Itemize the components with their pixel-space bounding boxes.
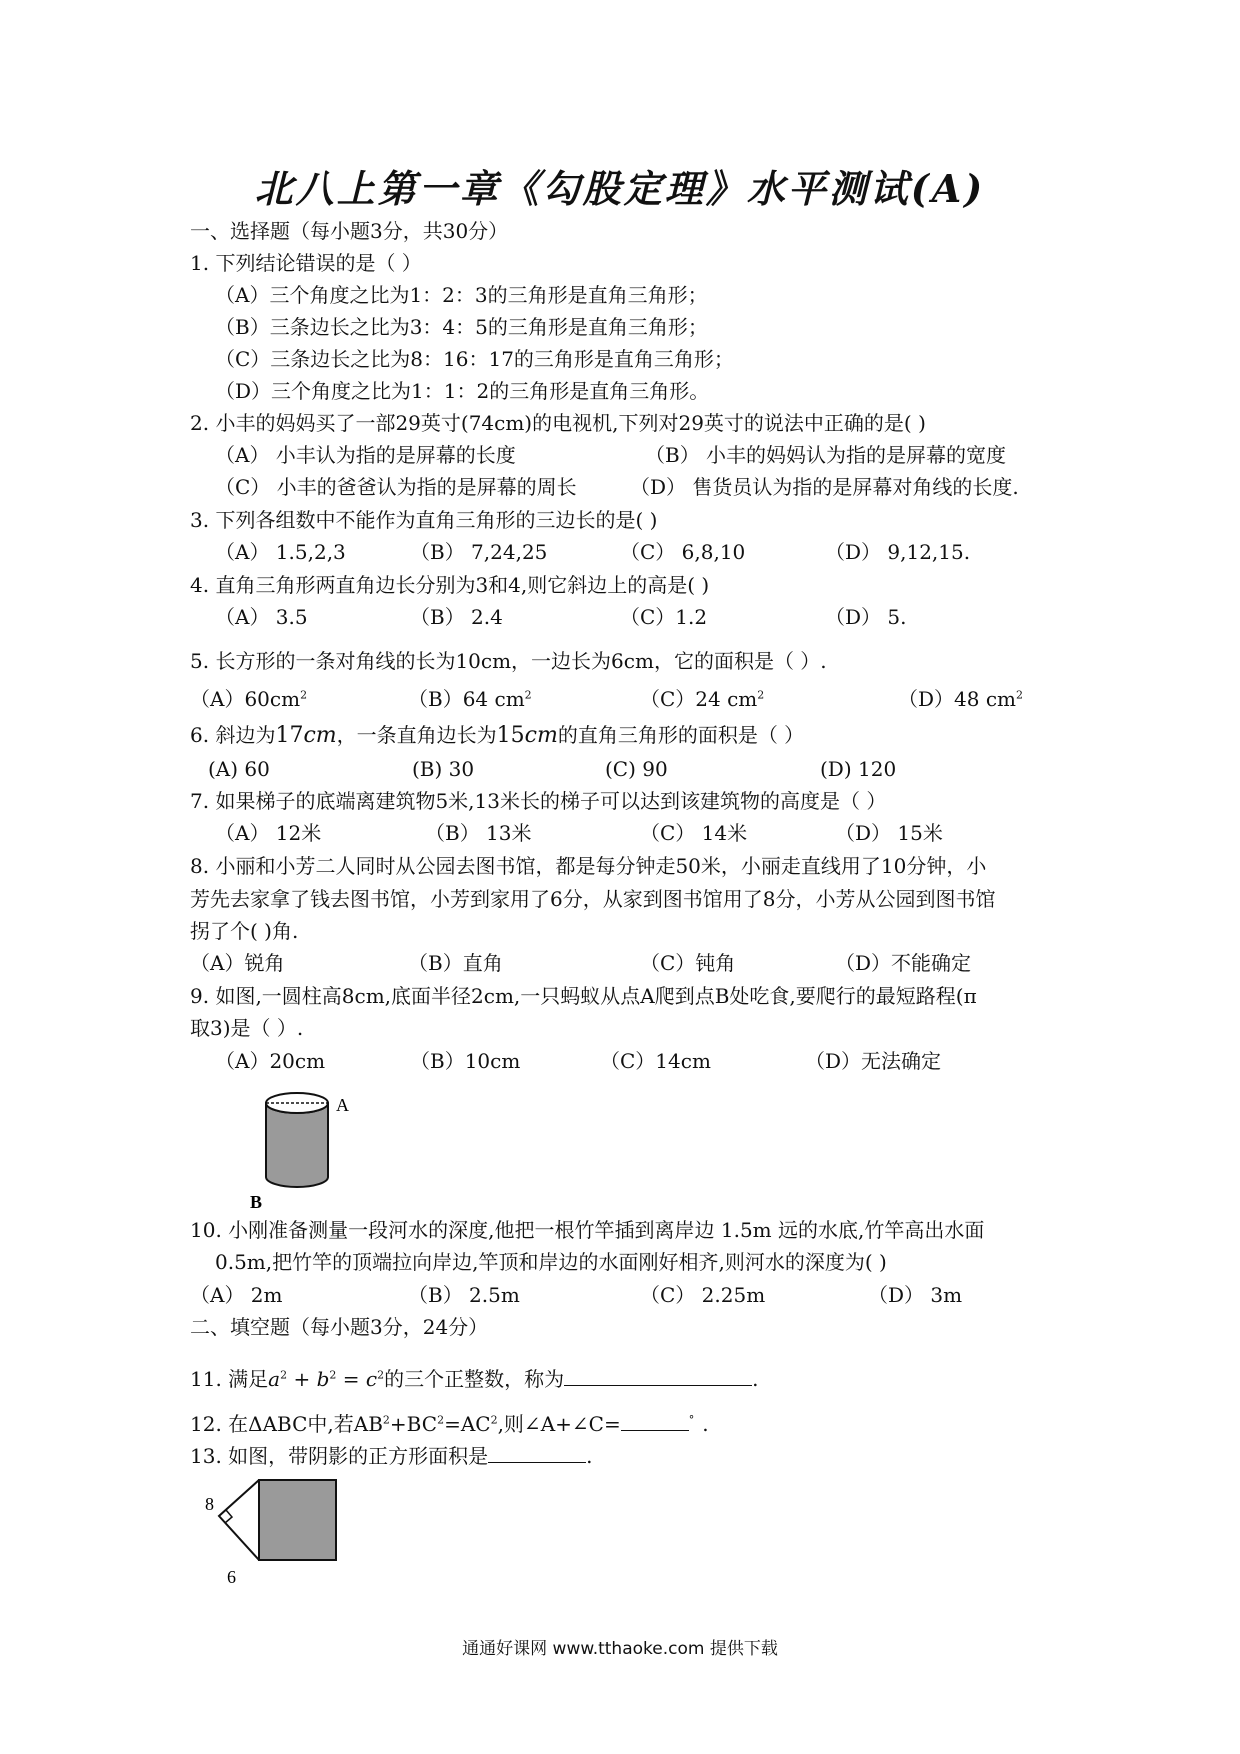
question-10-option-c: （C） 2.25m [640, 1283, 766, 1307]
question-1-option-b: （B）三条边长之比为3：4：5的三角形是直角三角形； [215, 315, 708, 339]
question-5-option-b: （B）64 $cm^2$ [408, 687, 532, 711]
leg-label-6: 6 [227, 1567, 236, 1587]
page-title: 北八上第一章《勾股定理》水平测试(A) [254, 166, 986, 211]
answer-blank-12[interactable] [621, 1410, 689, 1431]
answer-blank-13[interactable] [488, 1442, 586, 1463]
question-5-option-a: $(A)60cm^2$ [190, 687, 308, 711]
question-4-option-c: （C）1.2 [620, 605, 708, 629]
question-10-option-d: （D） 3m [868, 1283, 963, 1307]
question-9-option-c: （C）14cm [600, 1049, 711, 1073]
question-2-option-d: （D） 售货员认为指的是屏幕对角线的长度. [630, 475, 1019, 499]
question-1-option-d: （D）三个角度之比为1：1：2的三角形是直角三角形。 [215, 379, 710, 403]
question-8-line-3: 拐了个( )角. [190, 919, 299, 943]
question-6-option-a: (A) 60 [208, 757, 270, 781]
question-7-option-c: （C） 14米 [640, 821, 748, 845]
question-8-option-c: （C）钝角 [640, 951, 736, 975]
question-2-option-c: （C） 小丰的爸爸认为指的是屏幕的周长 [215, 475, 577, 499]
question-7-option-a: （A） 12米 [215, 821, 322, 845]
question-12: 12. 在ΔABC中,若$AB^2+BC^2=AC^2$,则∠A+∠C= ° . [190, 1412, 709, 1436]
question-9-option-d: （D）无法确定 [805, 1049, 942, 1073]
question-3-option-b: （B） 7,24,25 [410, 540, 548, 564]
section-heading-fill: 二、填空题（每小题3分，24分） [190, 1315, 489, 1339]
question-8-line-2: 芳先去家拿了钱去图书馆，小芳到家用了6分，从家到图书馆用了8分，小芳从公园到图书馆 [190, 887, 996, 911]
question-5-stem: 5. 长方形的一条对角线的长为10cm，一边长为6cm，它的面积是（ ）. [190, 649, 827, 673]
question-4-option-b: （B） 2.4 [410, 605, 503, 629]
cylinder-figure [250, 1085, 370, 1210]
question-5-option-c: （C）24 $cm^2$ [640, 687, 765, 711]
question-6-option-c: (C) 90 [605, 757, 668, 781]
question-9-line-2: 取3)是（ ）. [190, 1016, 304, 1040]
leg-label-8: 8 [205, 1494, 214, 1514]
question-8-option-b: （B）直角 [408, 951, 503, 975]
question-8-line-1: 8. 小丽和小芳二人同时从公园去图书馆，都是每分钟走50米，小丽走直线用了10分钟，小 [190, 854, 987, 878]
question-10-option-a: （A） 2m [190, 1283, 283, 1307]
question-3-stem: 3. 下列各组数中不能作为直角三角形的三边长的是( ) [190, 508, 658, 532]
question-7-stem: 7. 如果梯子的底端离建筑物5米,13米长的梯子可以达到该建筑物的高度是（ ） [190, 789, 887, 813]
question-2-option-b: （B） 小丰的妈妈认为指的是屏幕的宽度 [645, 443, 1007, 467]
question-13: 13. 如图，带阴影的正方形面积是 . [190, 1444, 593, 1468]
question-6-option-d: (D) 120 [820, 757, 897, 781]
question-6-option-b: (B) 30 [412, 757, 475, 781]
square-figure [195, 1470, 355, 1590]
question-9-line-1: 9. 如图,一圆柱高8cm,底面半径2cm,一只蚂蚁从点A爬到点B处吃食,要爬行的最短路程(π [190, 984, 977, 1008]
question-2-stem: 2. 小丰的妈妈买了一部29英寸(74cm)的电视机,下列对29英寸的说法中正确的是( ) [190, 411, 926, 435]
question-9-option-a: （A）20cm [215, 1049, 326, 1073]
point-b-label: B [250, 1192, 263, 1210]
question-8-option-a: （A）锐角 [190, 951, 285, 975]
question-1-stem: 1. 下列结论错误的是（ ） [190, 251, 422, 275]
question-10-line-1: 10. 小刚准备测量一段河水的深度,他把一根竹竿插到离岸边 1.5m 远的水底,竹竿高出水面 [190, 1218, 985, 1242]
question-10-option-b: （B） 2.5m [408, 1283, 520, 1307]
question-3-option-c: （C） 6,8,10 [620, 540, 746, 564]
page-footer: 通通好课网 www.tthaoke.com 提供下载 [462, 1639, 778, 1659]
question-3-option-d: （D） 9,12,15. [825, 540, 971, 564]
point-a-label: A [336, 1095, 349, 1115]
question-9-option-b: （B）10cm [410, 1049, 521, 1073]
question-1-option-a: （A）三个角度之比为1：2：3的三角形是直角三角形； [215, 283, 708, 307]
question-4-stem: 4. 直角三角形两直角边长分别为3和4,则它斜边上的高是( ) [190, 573, 710, 597]
question-7-option-d: （D） 15米 [835, 821, 943, 845]
question-6-stem: 6. 斜边为17cm，一条直角边长为15cm的直角三角形的面积是（ ） [190, 723, 805, 748]
question-8-option-d: （D）不能确定 [835, 951, 972, 975]
question-4-option-d: （D） 5. [825, 605, 907, 629]
section-heading-choice: 一、选择题（每小题3分，共30分） [190, 219, 509, 243]
question-10-line-2: 0.5m,把竹竿的顶端拉向岸边,竿顶和岸边的水面刚好相齐,则河水的深度为( ) [215, 1250, 887, 1274]
question-2-option-a: （A） 小丰认为指的是屏幕的长度 [215, 443, 516, 467]
question-7-option-b: （B） 13米 [425, 821, 532, 845]
question-1-option-c: （C）三条边长之比为8：16：17的三角形是直角三角形； [215, 347, 734, 371]
question-3-option-a: （A） 1.5,2,3 [215, 540, 346, 564]
answer-blank-11[interactable] [564, 1365, 752, 1386]
question-5-option-d: （D）48 $cm^2$ [898, 687, 1024, 711]
question-11: 11. 满足$a^2 + b^2 = c^2$的三个正整数，称为 . [190, 1367, 759, 1391]
question-4-option-a: （A） 3.5 [215, 605, 308, 629]
